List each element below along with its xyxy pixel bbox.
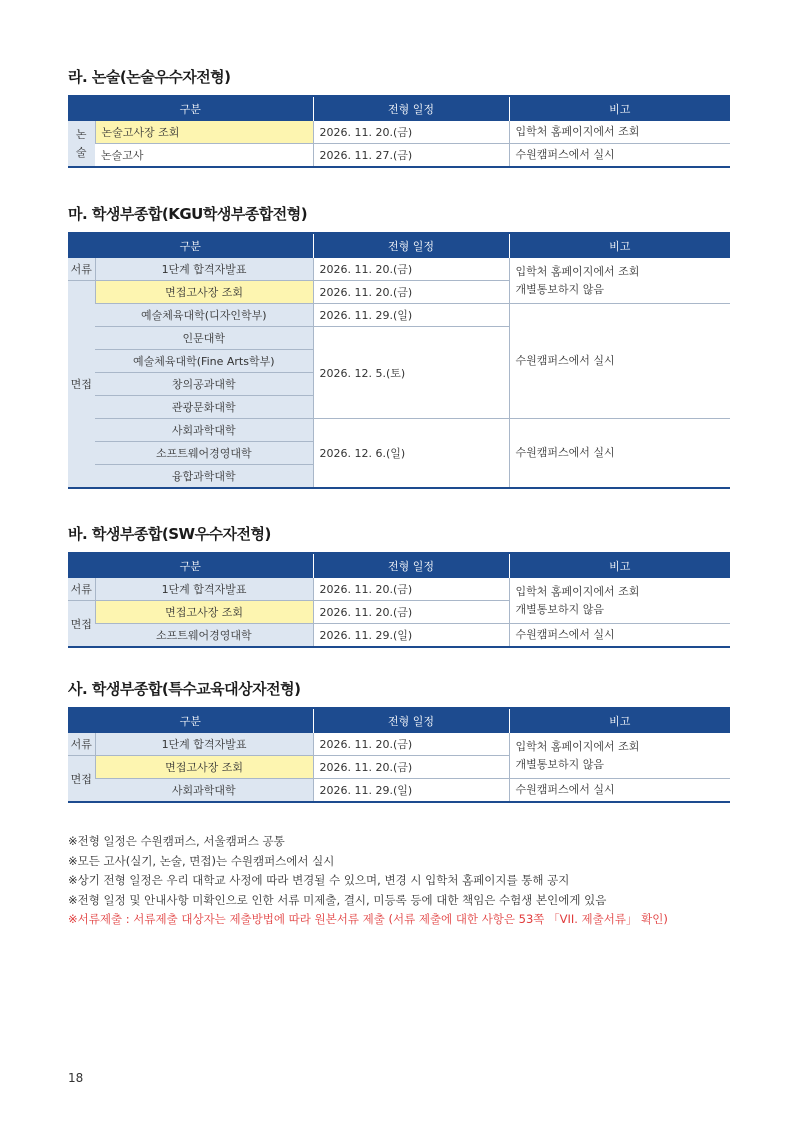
header-schedule: 전형 일정 <box>313 233 509 258</box>
item-label: 논술고사 <box>95 144 313 168</box>
item-label: 1단계 합격자발표 <box>95 733 313 756</box>
category-cell: 서류 <box>68 258 95 281</box>
footnote-document-submission: ※서류제출 : 서류제출 대상자는 제출방법에 따라 원본서류 제출 (서류 제출에 대한 사항은 53쪽 「VII. 제출서류」 확인) <box>68 912 668 926</box>
remark-cell: 수원캠퍼스에서 실시 <box>509 779 730 803</box>
footnote: ※상기 전형 일정은 우리 대학교 사정에 따라 변경될 수 있으며, 변경 시 입학처 홈페이지를 통해 공지 <box>68 873 570 887</box>
header-remarks: 비고 <box>509 553 730 578</box>
footnote: ※모든 고사(실기, 논술, 면접)는 수원캠퍼스에서 실시 <box>68 853 335 868</box>
item-label: 사회과학대학 <box>95 419 313 442</box>
remark-line: 입학처 홈페이지에서 조회 <box>515 739 640 753</box>
table-header-row <box>68 233 730 258</box>
section-special-education <box>68 678 730 803</box>
header-category: 구분 <box>68 96 313 121</box>
remark-cell: 수원캠퍼스에서 실시 <box>509 144 730 168</box>
date-cell: 2026. 11. 20.(금) <box>313 258 509 281</box>
item-label: 창의공과대학 <box>95 373 313 396</box>
table-row <box>68 419 730 442</box>
header-category: 구분 <box>68 708 313 733</box>
header-category: 구분 <box>68 233 313 258</box>
date-cell: 2026. 11. 20.(금) <box>313 733 509 756</box>
item-label: 관광문화대학 <box>95 396 313 419</box>
item-label: 논술고사장 조회 <box>95 121 313 144</box>
date-cell: 2026. 11. 20.(금) <box>313 121 509 144</box>
category-cell: 서류 <box>68 733 95 756</box>
remark-cell <box>509 733 730 779</box>
section-title: 바. 학생부종합(SW우수자전형) <box>68 525 271 543</box>
item-label: 예술체육대학(Fine Arts학부) <box>95 350 313 373</box>
table-row <box>68 779 730 803</box>
table-row <box>68 304 730 327</box>
table-row <box>68 144 730 168</box>
item-label: 면접고사장 조회 <box>95 756 313 779</box>
item-label: 사회과학대학 <box>95 779 313 803</box>
header-schedule: 전형 일정 <box>313 96 509 121</box>
footnotes <box>68 832 748 930</box>
section-kgu <box>68 203 730 489</box>
item-label: 융합과학대학 <box>95 465 313 489</box>
item-label: 면접고사장 조회 <box>95 601 313 624</box>
remark-line: 입학처 홈페이지에서 조회 <box>515 264 640 278</box>
category-cell: 면접 <box>68 601 95 648</box>
date-cell: 2026. 12. 6.(일) <box>313 419 509 489</box>
remark-cell: 수원캠퍼스에서 실시 <box>509 419 730 489</box>
category-cell <box>68 121 95 167</box>
item-label: 소프트웨어경영대학 <box>95 442 313 465</box>
remark-line: 개별통보하지 않음 <box>515 282 605 296</box>
item-label: 예술체육대학(디자인학부) <box>95 304 313 327</box>
category-cell: 면접 <box>68 281 95 489</box>
date-cell: 2026. 11. 29.(일) <box>313 624 509 648</box>
schedule-table <box>68 232 730 489</box>
remark-line: 개별통보하지 않음 <box>515 757 605 771</box>
schedule-table <box>68 95 730 168</box>
table-header-row <box>68 96 730 121</box>
footnote: ※전형 일정은 수원캠퍼스, 서울캠퍼스 공통 <box>68 834 285 848</box>
date-cell: 2026. 11. 27.(금) <box>313 144 509 168</box>
item-label: 1단계 합격자발표 <box>95 258 313 281</box>
schedule-table <box>68 707 730 803</box>
header-remarks: 비고 <box>509 233 730 258</box>
category-cell: 서류 <box>68 578 95 601</box>
item-label: 1단계 합격자발표 <box>95 578 313 601</box>
section-sw <box>68 523 730 648</box>
table-row <box>68 733 730 756</box>
header-remarks: 비고 <box>509 96 730 121</box>
section-essay <box>68 66 730 168</box>
section-title: 라. 논술(논술우수자전형) <box>68 68 231 86</box>
header-schedule: 전형 일정 <box>313 708 509 733</box>
remark-cell <box>509 258 730 304</box>
remark-cell: 수원캠퍼스에서 실시 <box>509 304 730 419</box>
schedule-table <box>68 552 730 648</box>
date-cell: 2026. 11. 20.(금) <box>313 756 509 779</box>
section-title: 사. 학생부종합(특수교육대상자전형) <box>68 680 301 698</box>
date-cell: 2026. 11. 29.(일) <box>313 779 509 803</box>
table-row <box>68 624 730 648</box>
footnote: ※전형 일정 및 안내사항 미확인으로 인한 서류 미제출, 결시, 미등록 등에 대한 책임은 수험생 본인에게 있음 <box>68 892 607 907</box>
item-label: 소프트웨어경영대학 <box>95 624 313 648</box>
table-header-row <box>68 553 730 578</box>
category-label: 논술 <box>75 127 87 159</box>
category-cell: 면접 <box>68 756 95 803</box>
table-row <box>68 258 730 281</box>
header-remarks: 비고 <box>509 708 730 733</box>
date-cell: 2026. 11. 29.(일) <box>313 304 509 327</box>
page-number: 18 <box>68 1071 84 1085</box>
remark-cell <box>509 578 730 624</box>
date-cell: 2026. 12. 5.(토) <box>313 327 509 419</box>
table-header-row <box>68 708 730 733</box>
remark-cell: 수원캠퍼스에서 실시 <box>509 624 730 648</box>
header-category: 구분 <box>68 553 313 578</box>
date-cell: 2026. 11. 20.(금) <box>313 601 509 624</box>
item-label: 면접고사장 조회 <box>95 281 313 304</box>
remark-line: 입학처 홈페이지에서 조회 <box>515 584 640 598</box>
header-schedule: 전형 일정 <box>313 553 509 578</box>
item-label: 인문대학 <box>95 327 313 350</box>
date-cell: 2026. 11. 20.(금) <box>313 281 509 304</box>
remark-cell: 입학처 홈페이지에서 조회 <box>509 121 730 144</box>
table-row <box>68 121 730 144</box>
table-row <box>68 578 730 601</box>
date-cell: 2026. 11. 20.(금) <box>313 578 509 601</box>
remark-line: 개별통보하지 않음 <box>515 602 605 616</box>
section-title: 마. 학생부종합(KGU학생부종합전형) <box>68 205 308 223</box>
